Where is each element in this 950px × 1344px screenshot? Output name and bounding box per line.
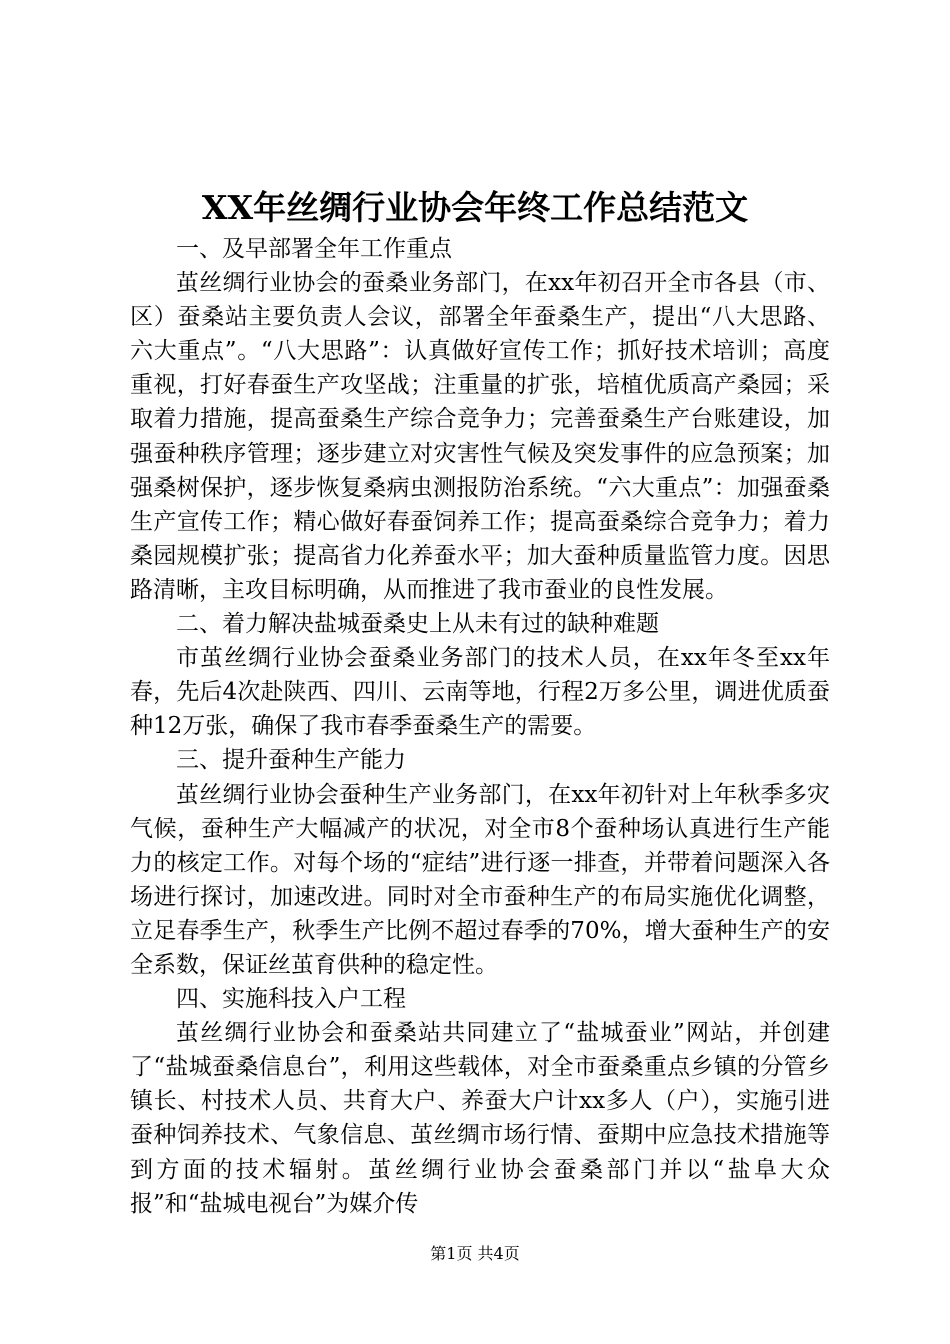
body-paragraph-4: 茧丝绸行业协会和蚕桑站共同建立了“盐城蚕业”网站，并创建了“盐城蚕桑信息台”，利用这些载体，对全市蚕桑重点乡镇的分管乡镇长、村技术人员、共育大户、养蚕大户计xx多人（户），实施引进蚕种饲养技术、气象信息、茧丝绸市场行情、蚕期中应急技术措施等到方面的技术辐射。茧丝绸行业协会蚕桑部门并以“盐阜大众报”和“盐城电视台”为媒介传 <box>130 1020 830 1217</box>
section-heading-4: 四、实施科技入户工程 <box>176 986 406 1013</box>
page-footer: 第1页 共4页 <box>430 1244 520 1263</box>
body-paragraph-1: 茧丝绸行业协会的蚕桑业务部门，在xx年初召开全市各县（市、区）蚕桑站主要负责人会议，部署全年蚕桑生产，提出“八大思路、六大重点”。“八大思路”：认真做好宣传工作；抓好技术培训；高度重视，打好春蚕生产攻坚战；注重量的扩张，培植优质高产桑园；采取着力措施，提高蚕桑生产综合竞争力；完善蚕桑生产台账建设，加强蚕种秩序管理；逐步建立对灾害性气候及突发事件的应急预案；加强桑树保护，逐步恢复桑病虫测报防治系统。“六大重点”：加强蚕桑生产宣传工作；精心做好春蚕饲养工作；提高蚕桑综合竞争力；着力桑园规模扩张；提高省力化养蚕水平；加大蚕种质量监管力度。因思路清晰，主攻目标明确，从而推进了我市蚕业的良性发展。 <box>130 270 830 603</box>
section-heading-3: 三、提升蚕种生产能力 <box>176 747 406 774</box>
document-title: XX年丝绸行业协会年终工作总结范文 <box>201 188 749 227</box>
section-heading-2: 二、着力解决盐城蚕桑史上从未有过的缺种难题 <box>176 611 659 638</box>
section-heading-1: 一、及早部署全年工作重点 <box>176 236 452 262</box>
document-body <box>130 232 830 1221</box>
body-paragraph-2: 市茧丝绸行业协会蚕桑业务部门的技术人员，在xx年冬至xx年春，先后4次赴陕西、四川、云南等地，行程2万多公里，调进优质蚕种12万张，确保了我市春季蚕桑生产的需要。 <box>130 645 830 740</box>
body-paragraph-3: 茧丝绸行业协会蚕种生产业务部门，在xx年初针对上年秋季多灾气候，蚕种生产大幅减产的状况，对全市8个蚕种场认真进行生产能力的核定工作。对每个场的“症结”进行逐一排查，并带着问题深入各场进行探讨，加速改进。同时对全市蚕种生产的布局实施优化调整，立足春季生产，秋季生产比例不超过春季的70%，增大蚕种生产的安全系数，保证丝茧育供种的稳定性。 <box>130 781 830 978</box>
